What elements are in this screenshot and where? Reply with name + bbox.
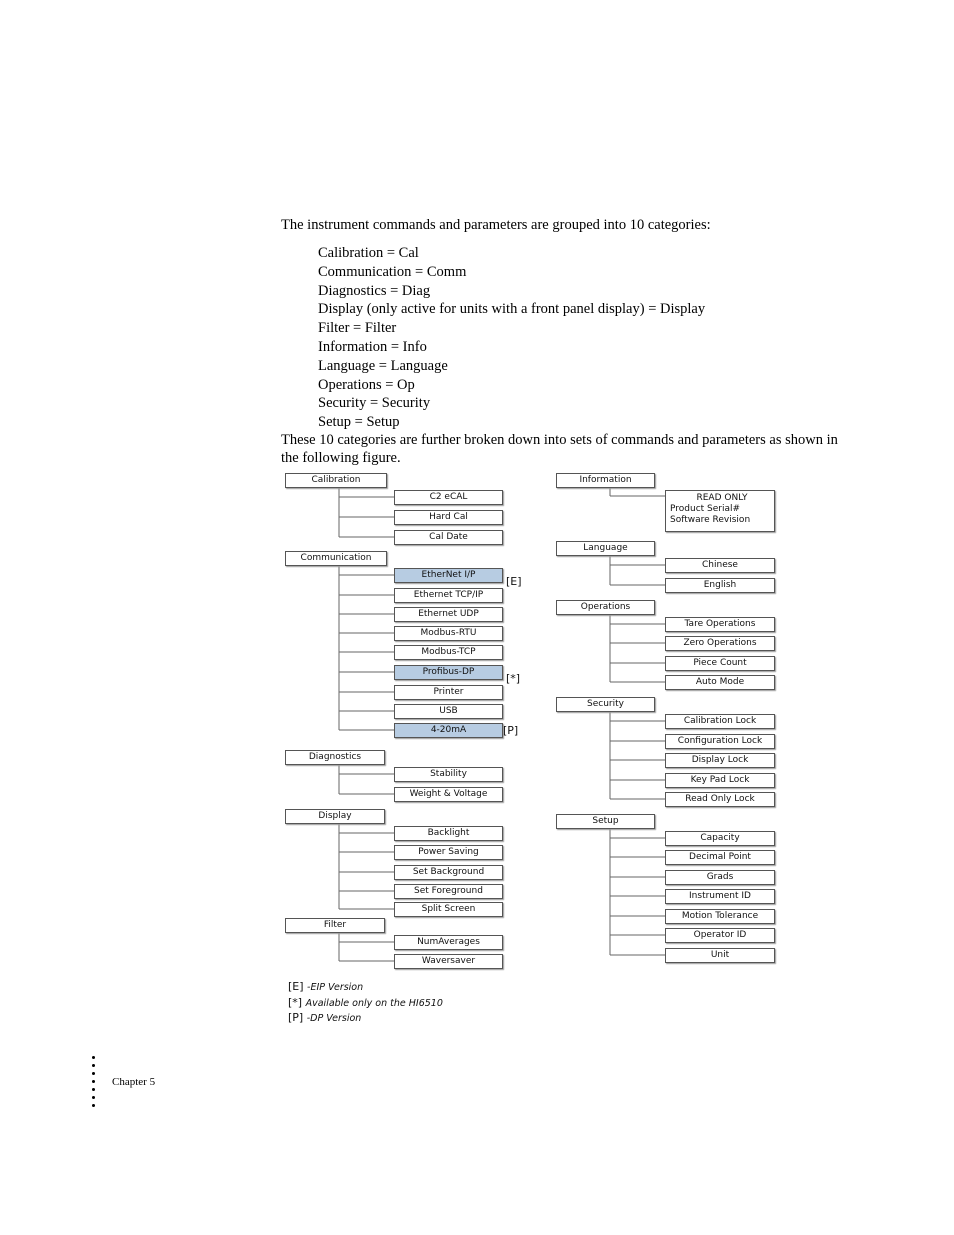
command-box: Chinese: [665, 558, 775, 573]
legend-desc: Available only on the HI6510: [305, 997, 443, 1009]
command-box: Modbus-TCP: [394, 645, 503, 660]
version-mark: [P]: [503, 724, 519, 737]
category-item: Information = Info: [318, 338, 427, 355]
category-box: Diagnostics: [285, 750, 385, 765]
command-box: Set Foreground: [394, 884, 503, 899]
command-box: Profibus-DP: [394, 665, 503, 680]
command-box: Waversaver: [394, 954, 503, 969]
command-box: NumAverages: [394, 935, 503, 950]
legend-code: [E]: [288, 980, 304, 993]
command-box: Ethernet TCP/IP: [394, 588, 503, 603]
info-line: READ ONLY: [696, 493, 748, 503]
category-box: Operations: [556, 600, 655, 615]
command-box: Unit: [665, 948, 775, 963]
command-box: [665, 490, 775, 532]
category-item: Setup = Setup: [318, 414, 400, 431]
version-mark: [*]: [506, 672, 521, 685]
figure-legend: [288, 980, 443, 1027]
category-item: Communication = Comm: [318, 263, 467, 280]
info-line: Product Serial#: [670, 504, 741, 514]
command-box: C2 eCAL: [394, 490, 503, 505]
category-box: Information: [556, 473, 655, 488]
command-box: Calibration Lock: [665, 714, 775, 729]
command-box: Operator ID: [665, 928, 775, 943]
command-box: 4-20mA: [394, 723, 503, 738]
category-box: Display: [285, 809, 385, 824]
legend-code: [*]: [288, 995, 303, 1009]
category-item: Security = Security: [318, 395, 431, 412]
command-box: EtherNet I/P: [394, 568, 503, 583]
command-box: Decimal Point: [665, 850, 775, 865]
intro-paragraph: The instrument commands and parameters are grouped into 10 categories:: [281, 217, 711, 233]
category-item: Diagnostics = Diag: [318, 282, 431, 299]
legend-row: [288, 1011, 443, 1027]
command-box: Auto Mode: [665, 675, 775, 690]
command-box: Zero Operations: [665, 636, 775, 651]
category-box: Security: [556, 697, 655, 712]
command-box: Split Screen: [394, 902, 503, 917]
legend-desc: -DP Version: [306, 1013, 362, 1024]
command-box: English: [665, 578, 775, 593]
category-item: Language = Language: [318, 357, 448, 374]
command-box: Printer: [394, 685, 503, 700]
category-box: Filter: [285, 918, 385, 933]
footer-dots: [92, 1056, 98, 1112]
category-item: Calibration = Cal: [318, 245, 419, 261]
category-box: Communication: [285, 551, 387, 566]
command-box: USB: [394, 704, 503, 719]
command-box: Motion Tolerance: [665, 909, 775, 924]
category-item: Filter = Filter: [318, 320, 397, 337]
category-box: Language: [556, 541, 655, 556]
command-box: Power Saving: [394, 845, 503, 860]
command-box: Read Only Lock: [665, 792, 775, 807]
command-box: Weight & Voltage: [394, 787, 503, 802]
category-item: Display (only active for units with a front panel display) = Display: [318, 301, 706, 318]
legend-row: [288, 980, 443, 996]
category-item: Operations = Op: [318, 376, 415, 393]
command-box: Modbus-RTU: [394, 626, 503, 641]
command-box: Configuration Lock: [665, 734, 775, 749]
info-line: Software Revision: [670, 515, 751, 525]
legend-row: [288, 996, 443, 1012]
command-box: Key Pad Lock: [665, 773, 775, 788]
command-box: Backlight: [394, 826, 503, 841]
legend-desc: -EIP Version: [307, 982, 364, 993]
command-box: Ethernet UDP: [394, 607, 503, 622]
command-box: Cal Date: [394, 530, 503, 545]
figure-intro-paragraph: These 10 categories are further broken down into sets of commands and parameters as shown in the following figure.: [281, 432, 838, 466]
command-box: Piece Count: [665, 656, 775, 671]
command-box: Hard Cal: [394, 510, 503, 525]
legend-code: [P]: [288, 1011, 304, 1024]
command-box: Capacity: [665, 831, 775, 846]
command-box: Stability: [394, 767, 503, 782]
category-box: Calibration: [285, 473, 387, 488]
category-box: Setup: [556, 814, 655, 829]
command-box: Display Lock: [665, 753, 775, 768]
command-box: Grads: [665, 870, 775, 885]
version-mark: [E]: [506, 575, 522, 588]
command-box: Set Background: [394, 865, 503, 880]
command-box: Tare Operations: [665, 617, 775, 632]
footer-chapter: Chapter 5: [112, 1076, 156, 1088]
command-box: Instrument ID: [665, 889, 775, 904]
